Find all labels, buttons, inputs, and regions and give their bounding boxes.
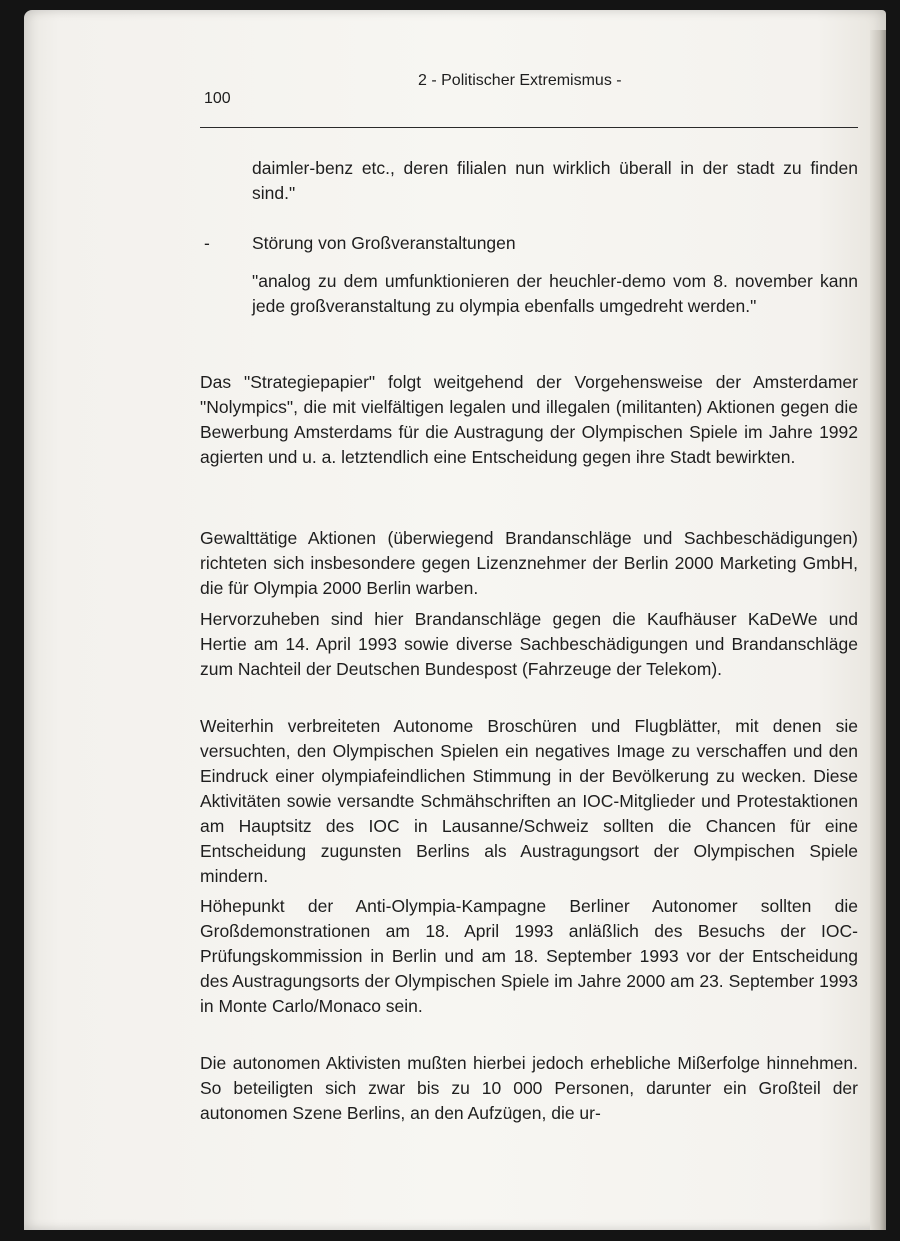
list-dash: - [204,233,210,253]
running-head: 2 - Politischer Extremismus - [418,72,622,89]
list-item-heading: Störung von Großveranstaltungen [252,233,516,253]
page-sheet [24,10,886,1230]
paragraph-hoehepunkt: Höhepunkt der Anti-Olympia-Kampagne Berliner Autonomer sollten die Großdemonstrationen am 18. April 1993 anläßlich des Besuchs der IOC-Prüfungskommission in Berlin und am 18. September 1993 vor der Entscheidung des Austragungsorts der Olympischen Spiele im Jahre 2000 am 23. September 1993 in Monte Carlo/Monaco sein. [200,896,858,1016]
paragraph-strategiepapier: Das "Strategiepapier" folgt weitgehend der Vorgehensweise der Amsterdamer "Nolympics", die mit vielfältigen legalen und illegalen (militanten) Aktionen gegen die Bewerbung Amsterdams für die Austragung der Olympischen Spiele im Jahre 1992 agierten und u. a. letztendlich eine Entscheidung gegen ihre Stadt bewirkten. [200,372,858,467]
header-rule [200,127,858,128]
page-number: 100 [204,90,231,107]
paragraph-misserfolge: Die autonomen Aktivisten mußten hierbei jedoch erhebliche Mißerfolge hinnehmen. So beteiligten sich zwar bis zu 10 000 Personen, darunter ein Großteil der autonomen Szene Berlins, an den Aufzügen, die ur- [200,1053,858,1123]
list-item-quote: "analog zu dem umfunktionieren der heuchler-demo vom 8. november kann jede großveranstaltung zu olympia ebenfalls umgedreht werden." [252,271,858,316]
page-edge [870,30,886,1230]
paragraph-broschueren: Weiterhin verbreiteten Autonome Broschüren und Flugblätter, mit denen sie versuchten, den Olympischen Spielen ein negatives Image zu verschaffen und den Eindruck einer olympiafeindlichen Stimmung in der Bevölkerung zu wecken. Diese Aktivitäten sowie versandte Schmähschriften an IOC-Mitglieder und Protestaktionen am Hauptsitz des IOC in Lausanne/Schweiz sollten die Chancen für eine Entscheidung zugunsten Berlins als Austragungsort der Olympischen Spiele mindern. [200,716,858,886]
quote-continuation: daimler-benz etc., deren filialen nun wirklich überall in der stadt zu finden sind." [252,158,858,203]
paragraph-brandanschlaege: Hervorzuheben sind hier Brandanschläge gegen die Kaufhäuser KaDeWe und Hertie am 14. April 1993 sowie diverse Sachbeschädigungen und Brandanschläge zum Nachteil der Deutschen Bundespost (Fahrzeuge der Telekom). [200,609,858,679]
paragraph-gewalttaetige-aktionen: Gewalttätige Aktionen (überwiegend Brandanschläge und Sachbeschädigungen) richteten sich insbesondere gegen Lizenznehmer der Berlin 2000 Marketing GmbH, die für Olympia 2000 Berlin warben. [200,528,858,598]
